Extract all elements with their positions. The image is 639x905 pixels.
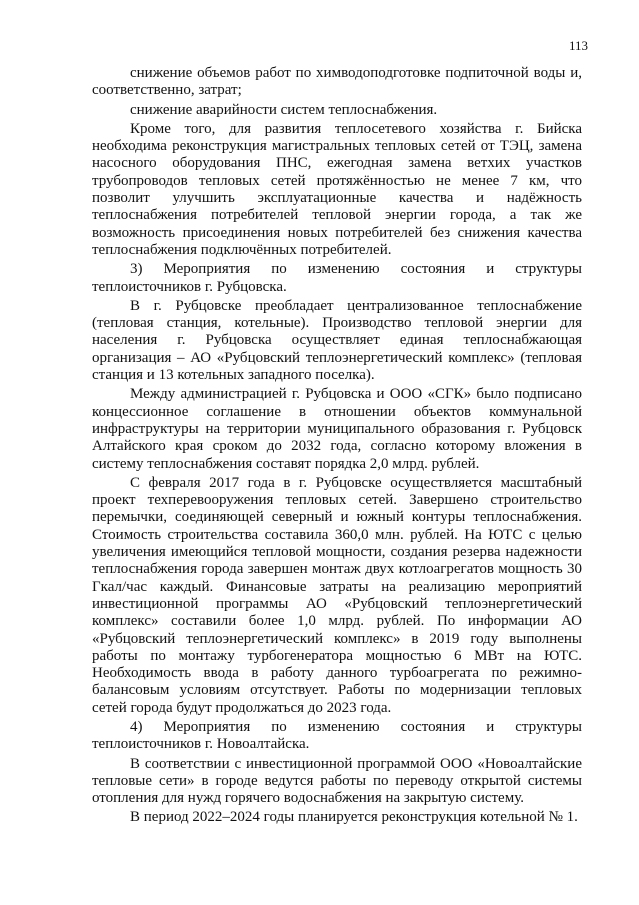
paragraph-6: Между администрацией г. Рубцовска и ООО «СГК» было подписано концессионное соглашение в отношении объектов коммунальной инфраструктуры на территории муниципального образования г. Рубцовск Алтайского края сроком до 2032 года, согласно которому вложения в систему теплоснабжения составят порядка 2,0 млрд. рублей. [92, 386, 582, 472]
section-heading-3: 3) Мероприятия по изменению состояния и структуры теплоисточников г. Рубцовска. [92, 261, 582, 295]
paragraph-3: Кроме того, для развития теплосетевого хозяйства г. Бийска необходима реконструкция магистральных тепловых сетей от ТЭЦ, замена насосного оборудования ПНС, ежегодная замена ветхих участков трубопроводов тепловых сетей протяжённостью не менее 7 км, что позволит улучшить эксплуатационные качества и надёжность теплоснабжения потребителей тепловой энергии города, а так же возможность присоединения новых потребителей без снижения качества теплоснабжения подключённых потребителей. [92, 120, 582, 258]
paragraph-5: В г. Рубцовске преобладает централизованное теплоснабжение (тепловая станция, котельные). Производство тепловой энергии для населения г. Рубцовска осуществляет единая теплоснабжающая организация – АО «Рубцовский теплоэнергетический комплекс» (тепловая станция и 13 котельных западного поселка). [92, 297, 582, 384]
paragraph-9: В соответствии с инвестиционной программой ООО «Новоалтайские тепловые сети» в городе ведутся работы по переводу открытой системы отопления для нужд горячего водоснабжения на закрытую систему. [92, 755, 582, 807]
page-number: 113 [568, 38, 588, 53]
paragraph-2: снижение аварийности систем теплоснабжения. [130, 101, 438, 118]
paragraph-10: В период 2022–2024 годы планируется реконструкция котельной № 1. [130, 809, 578, 826]
paragraph-1: снижение объемов работ по химводоподготовке подпиточной воды и, соответственно, затрат; [92, 65, 582, 99]
document-body [92, 65, 582, 827]
section-heading-4: 4) Мероприятия по изменению состояния и структуры теплоисточников г. Новоалтайска. [92, 718, 582, 753]
paragraph-7: С февраля 2017 года в г. Рубцовске осуществляется масштабный проект техперевооружения тепловых сетей. Завершено строительство перемычки, соединяющей северный и южный контуры теплоснабжения. Стоимость строительства составила 360,0 млн. рублей. На ЮТС с целью увеличения имеющийся тепловой мощности, создания резерва надежности теплоснабжения города завершен монтаж двух котлоагрегатов мощность 30 Гкал/час каждый. Финансовые затраты на реализацию мероприятий инвестиционной программы АО «Рубцовский теплоэнергетический комплекс» составили более 1,0 млрд. рублей. По информации АО «Рубцовский теплоэнергетический комплекс» в 2019 году выполнены работы по монтажу турбогенератора мощностью 6 МВт на ЮТС. Необходимость ввода в работу данного турбоагрегата по режимно-балансовым условиям отсутствует. Работы по модернизации тепловых сетей города будут продолжаться до 2023 года. [92, 474, 582, 716]
